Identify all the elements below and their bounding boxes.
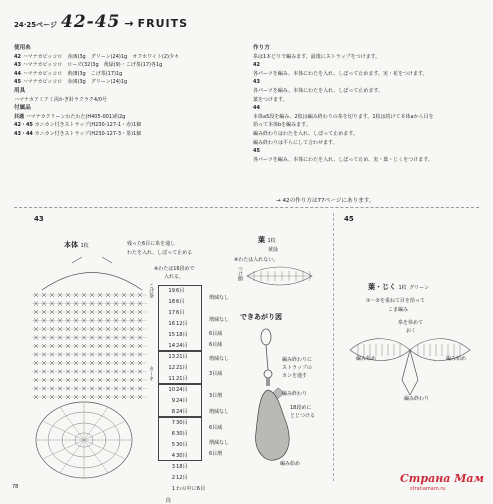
row-count-item	[158, 472, 218, 483]
row-stitches: 21目	[176, 354, 188, 360]
row-note: 3目増	[209, 393, 223, 399]
step-note: 糸を休めて	[398, 320, 424, 326]
parts-heading: 付属品	[14, 105, 31, 112]
body-title: 本体 1枚	[64, 241, 89, 249]
row-note: 増減なし	[209, 356, 230, 362]
finished-label: 編み始め	[280, 461, 301, 467]
row-number: 11	[168, 375, 175, 382]
material-line: 45 ハマナカピッコロ 赤(6)3g グリーン(24)1g	[14, 79, 128, 86]
finished-label: 18段めに	[290, 405, 312, 411]
instruction-line: 葉をつけます。	[253, 96, 288, 103]
row-stitches: 18目	[176, 464, 188, 470]
arrow-icon: →	[124, 17, 134, 30]
material-line: 42 ハマナカピッコロ 赤(6)3g グリーン(24)1g オフホワイト(2)少々	[14, 53, 180, 60]
parts-line: 42・45 カニカン付きストラップ(H230-127-1・赤)1個	[14, 122, 142, 129]
row-count-item	[158, 483, 218, 494]
row-number: 17	[168, 309, 175, 316]
page-reference: 24·25ページ	[14, 21, 58, 29]
instruction-label: 42	[253, 62, 260, 69]
page-reference-note: → 42の作り方は77ページにあります。	[276, 198, 375, 204]
row-footer: 段	[166, 498, 172, 504]
instruction-line: 各パーツを編み、本体にわたを入れ、しぼって止めます。	[253, 87, 384, 94]
row-number: 15	[168, 331, 175, 338]
row-stitches: 24目	[176, 398, 188, 404]
pattern-numbers: 42-45	[61, 12, 121, 32]
instructions-section	[253, 44, 478, 164]
instruction-line: 編み終わりはわたを入れ、しぼって止めます。	[253, 130, 358, 137]
row-number: 3	[171, 463, 175, 470]
row-note: 6目減	[209, 331, 223, 337]
row-note: 6目増	[209, 451, 223, 457]
start-label: 編み始め	[356, 356, 377, 362]
row-group-box-mid2	[158, 384, 202, 417]
instruction-line: 各パーツを編み、本体にわたを入れ、しぼって止め、実・葉・じくをつけます。	[253, 156, 433, 163]
section-number-45: 45	[344, 215, 354, 223]
instruction-label: 45	[253, 148, 260, 155]
leaf-title: 葉 1枚	[258, 236, 276, 244]
parts-line: 共通 ハマナカクリーンわたわた(H405-001)約2g	[14, 113, 126, 120]
row-note: 増減なし	[209, 317, 230, 323]
row-group-box-low	[158, 417, 202, 461]
row-number: 12	[168, 364, 175, 371]
row-number: 13	[168, 353, 175, 360]
row-number: 4	[171, 452, 175, 459]
leaf-color: 黄緑	[268, 247, 279, 253]
row-stitches: 24目	[176, 387, 188, 393]
finished-label: 編み終わり	[282, 391, 308, 397]
row-note: 3目減	[209, 371, 223, 377]
row-group-box-mid	[158, 351, 202, 384]
note-cotton-1: ※わたは16段めで	[154, 266, 195, 272]
finished-label: ストラップの	[282, 365, 312, 371]
row-stitches: 12目	[176, 475, 188, 481]
color-label-khaki: カーキ	[148, 366, 154, 381]
row-note: 6目減	[209, 342, 223, 348]
row-note: 増減なし	[209, 409, 230, 415]
row-stitches: 6目	[176, 288, 185, 294]
watermark-url: stranamam.ru	[410, 486, 446, 492]
body-chart-diagram	[22, 255, 162, 480]
row-number: 8	[171, 408, 175, 415]
row-stitches: わの中に6目	[176, 486, 206, 492]
row-number: 18	[168, 298, 175, 305]
row-stitches: 12目	[176, 321, 188, 327]
note-top-2: わたを入れ、しぼって止める	[127, 250, 193, 256]
row-number: 9	[171, 397, 175, 404]
row-number: 10	[168, 386, 175, 393]
leaf-chart-diagram	[232, 262, 322, 292]
row-number: 19	[168, 287, 175, 294]
page-header	[14, 12, 188, 32]
row-stitches: 6目	[176, 299, 185, 305]
row-number: 1	[171, 485, 175, 492]
watermark-logo: Страна Мам	[400, 472, 484, 485]
row-stitches: 30目	[176, 431, 188, 437]
column-divider	[333, 213, 334, 481]
instruction-line: 各パーツを編み、本体にわたを入れ、しぼって止めます。実・花をつけます。	[253, 70, 428, 77]
finished-label: カンを通す	[282, 373, 308, 379]
row-count-item	[158, 461, 218, 472]
row-stitches: 6目	[176, 310, 185, 316]
start-label: 編み始め	[446, 356, 467, 362]
row-group-box-top	[158, 285, 202, 351]
leaf-note: ※わたは入れない。	[234, 257, 279, 263]
stem-leaf-title: 葉・じく 1枚 グリーン	[368, 283, 429, 291]
page-title: FRUITS	[137, 17, 189, 30]
step-note: おく	[406, 328, 417, 334]
row-note: 6目減	[209, 425, 223, 431]
row-number: 2	[171, 474, 175, 481]
parts-line: 43・44 カニカン付きストラップ(H230-127-3・茶)1個	[14, 130, 142, 137]
materials-section	[14, 44, 244, 139]
step-note: こま編み	[388, 307, 409, 313]
row-stitches: 21目	[176, 365, 188, 371]
material-line: 44 ハマナカピッコロ 黄(8)3g こげ茶(17)1g	[14, 70, 123, 77]
step-note: ①〜②を重ねて目を拾って	[366, 298, 425, 304]
row-note: 増減なし	[209, 440, 230, 446]
row-stitches: 24目	[176, 409, 188, 415]
section-divider	[14, 207, 479, 208]
finished-title: できあがり図	[240, 313, 282, 321]
row-number: 14	[168, 342, 175, 349]
leaf-attach-side: つけ側	[237, 266, 243, 281]
page-number: 78	[12, 484, 19, 490]
section-number-43: 43	[34, 215, 44, 223]
instructions-heading: 作り方	[253, 45, 270, 51]
note-cotton-2: 入れる。	[164, 274, 185, 280]
end-label: 編み終わり	[404, 396, 430, 402]
instruction-line: 糸は1本どりで編みます。最後にストラップをつけます。	[253, 53, 381, 60]
row-stitches: 18目	[176, 332, 188, 338]
instruction-label: 44	[253, 105, 260, 112]
instruction-line: 本体a5段を編み、2枚は編み終わりの糸を切ります。1枚は続けて本体aから目を	[253, 113, 434, 120]
row-number: 16	[168, 320, 175, 327]
row-stitches: 24目	[176, 343, 188, 349]
tools-heading: 用具	[14, 87, 26, 94]
row-stitches: 30目	[176, 453, 188, 459]
materials-heading: 使用糸	[14, 45, 31, 51]
row-stitches: 30目	[176, 420, 188, 426]
row-stitches: 21目	[176, 376, 188, 382]
tools-line: ハマナカアミアミ両かぎ針ラクラク4/0号	[14, 96, 107, 103]
row-stitches: 30目	[176, 442, 188, 448]
row-number: 7	[171, 419, 175, 426]
instruction-line: 拾って本体bを編みます。	[253, 122, 311, 129]
row-number: 5	[171, 441, 175, 448]
instruction-label: 43	[253, 79, 260, 86]
row-number: 6	[171, 430, 175, 437]
color-label-dark-brown: こげ茶	[148, 283, 154, 298]
row-note: 増減なし	[209, 295, 230, 301]
material-line: 43 ハマナカピッコロ ローズ(32)3g 黄緑(9)・こげ茶(17)各1g	[14, 62, 163, 69]
note-top-1: 残った6目に糸を通し	[127, 241, 176, 247]
finished-label: 編み終わりに	[282, 357, 313, 363]
instruction-line: 編み終わりは平らにして合わせます。	[253, 139, 338, 146]
finished-label: とじつける	[290, 413, 316, 419]
